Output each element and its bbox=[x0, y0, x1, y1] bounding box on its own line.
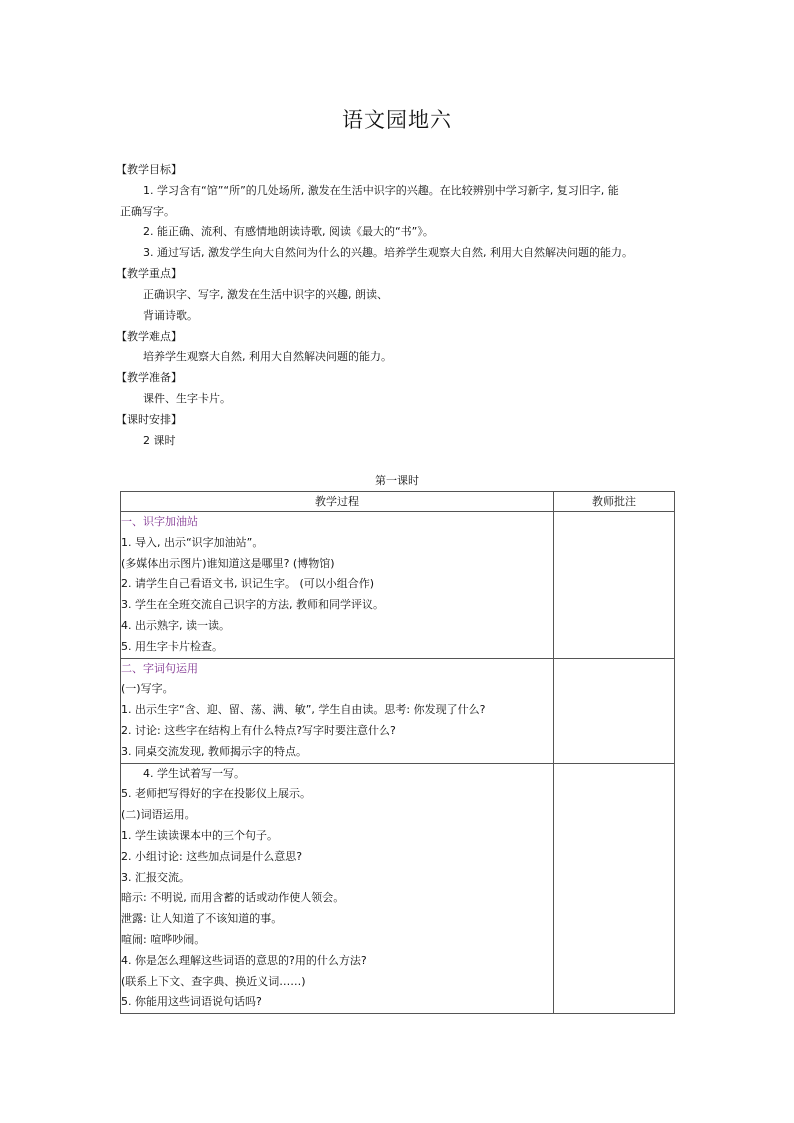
notes-cell bbox=[554, 512, 675, 659]
objectives-heading: 【教学目标】 bbox=[116, 163, 182, 176]
process-step: (二)词语运用。 bbox=[121, 808, 196, 822]
column-header-process: 教学过程 bbox=[121, 492, 554, 512]
table-row bbox=[121, 763, 675, 1014]
process-step: 1. 出示生字“含、迎、留、荡、满、敏”, 学生自由读。思考: 你发现了什么? bbox=[121, 703, 486, 717]
process-step: 1. 学生读读课本中的三个句子。 bbox=[121, 828, 278, 842]
table-row bbox=[121, 512, 675, 659]
objective-3: 3. 通过写话, 激发学生向大自然问为什么的兴趣。培养学生观察大自然, 利用大自然解决问题的能力。 bbox=[143, 246, 633, 259]
section-heading: 二、字词句运用 bbox=[121, 661, 198, 675]
process-step: (联系上下文、查字典、换近义词……) bbox=[121, 974, 306, 988]
difficulty-text: 培养学生观察大自然, 利用大自然解决问题的能力。 bbox=[143, 350, 392, 363]
process-step: (多媒体出示图片)谁知道这是哪里? (博物馆) bbox=[121, 556, 335, 570]
process-step: 3. 汇报交流。 bbox=[121, 870, 190, 884]
process-step: 喧闹: 喧哗吵闹。 bbox=[121, 932, 206, 946]
schedule-heading: 【课时安排】 bbox=[116, 413, 182, 426]
column-header-notes: 教师批注 bbox=[554, 492, 675, 512]
process-step: 泄露: 让人知道了不该知道的事。 bbox=[121, 912, 283, 926]
process-step: 5. 用生字卡片检查。 bbox=[121, 639, 223, 653]
lesson-caption: 第一课时 bbox=[375, 474, 419, 487]
process-cell bbox=[121, 763, 554, 1014]
difficulty-heading: 【教学难点】 bbox=[116, 330, 182, 343]
table-header-row bbox=[121, 492, 675, 512]
page-title: 语文园地六 bbox=[342, 108, 452, 132]
keypoints-line-1: 正确识字、写字, 激发在生活中识字的兴趣, 朗读、 bbox=[143, 288, 388, 301]
process-cell bbox=[121, 512, 554, 659]
process-step: 5. 老师把写得好的字在投影仪上展示。 bbox=[121, 787, 311, 801]
process-step: 4. 你是怎么理解这些词语的意思的?用的什么方法? bbox=[121, 953, 367, 967]
objective-1-line-2: 正确写字。 bbox=[120, 205, 175, 218]
objective-2: 2. 能正确、流利、有感情地朗读诗歌, 阅读《最大的“书”》。 bbox=[143, 225, 434, 238]
notes-cell bbox=[554, 763, 675, 1014]
section-heading: 一、识字加油站 bbox=[121, 515, 198, 528]
keypoints-line-2: 背诵诗歌。 bbox=[143, 309, 198, 322]
notes-cell bbox=[554, 658, 675, 763]
schedule-text: 2 课时 bbox=[143, 434, 176, 447]
process-step: (一)写字。 bbox=[121, 682, 174, 696]
process-step: 4. 出示熟字, 读一读。 bbox=[121, 618, 230, 632]
process-step: 2. 请学生自己看语文书, 识记生字。 (可以小组合作) bbox=[121, 577, 375, 591]
process-step: 暗示: 不明说, 而用含蓄的话或动作使人领会。 bbox=[121, 891, 345, 905]
keypoints-heading: 【教学重点】 bbox=[116, 267, 182, 280]
preparation-text: 课件、生字卡片。 bbox=[143, 392, 231, 405]
objective-1-line-1: 1. 学习含有“馆”“所”的几处场所, 激发在生活中识字的兴趣。在比较辨别中学习新字, 复习旧字, 能 bbox=[143, 184, 619, 197]
process-cell bbox=[121, 658, 554, 763]
process-step: 4. 学生试着写一写。 bbox=[143, 766, 245, 780]
table-row bbox=[121, 658, 675, 763]
preparation-heading: 【教学准备】 bbox=[116, 371, 182, 384]
process-step: 2. 讨论: 这些字在结构上有什么特点?写字时要注意什么? bbox=[121, 723, 396, 737]
process-step: 1. 导入, 出示“识字加油站”。 bbox=[121, 535, 264, 549]
process-step: 3. 学生在全班交流自己识字的方法, 教师和同学评议。 bbox=[121, 598, 384, 612]
lesson-table bbox=[120, 491, 675, 1014]
process-step: 3. 同桌交流发现, 教师揭示字的特点。 bbox=[121, 744, 307, 758]
process-step: 5. 你能用这些词语说句话吗? bbox=[121, 995, 262, 1009]
process-step: 2. 小组讨论: 这些加点词是什么意思? bbox=[121, 849, 303, 863]
